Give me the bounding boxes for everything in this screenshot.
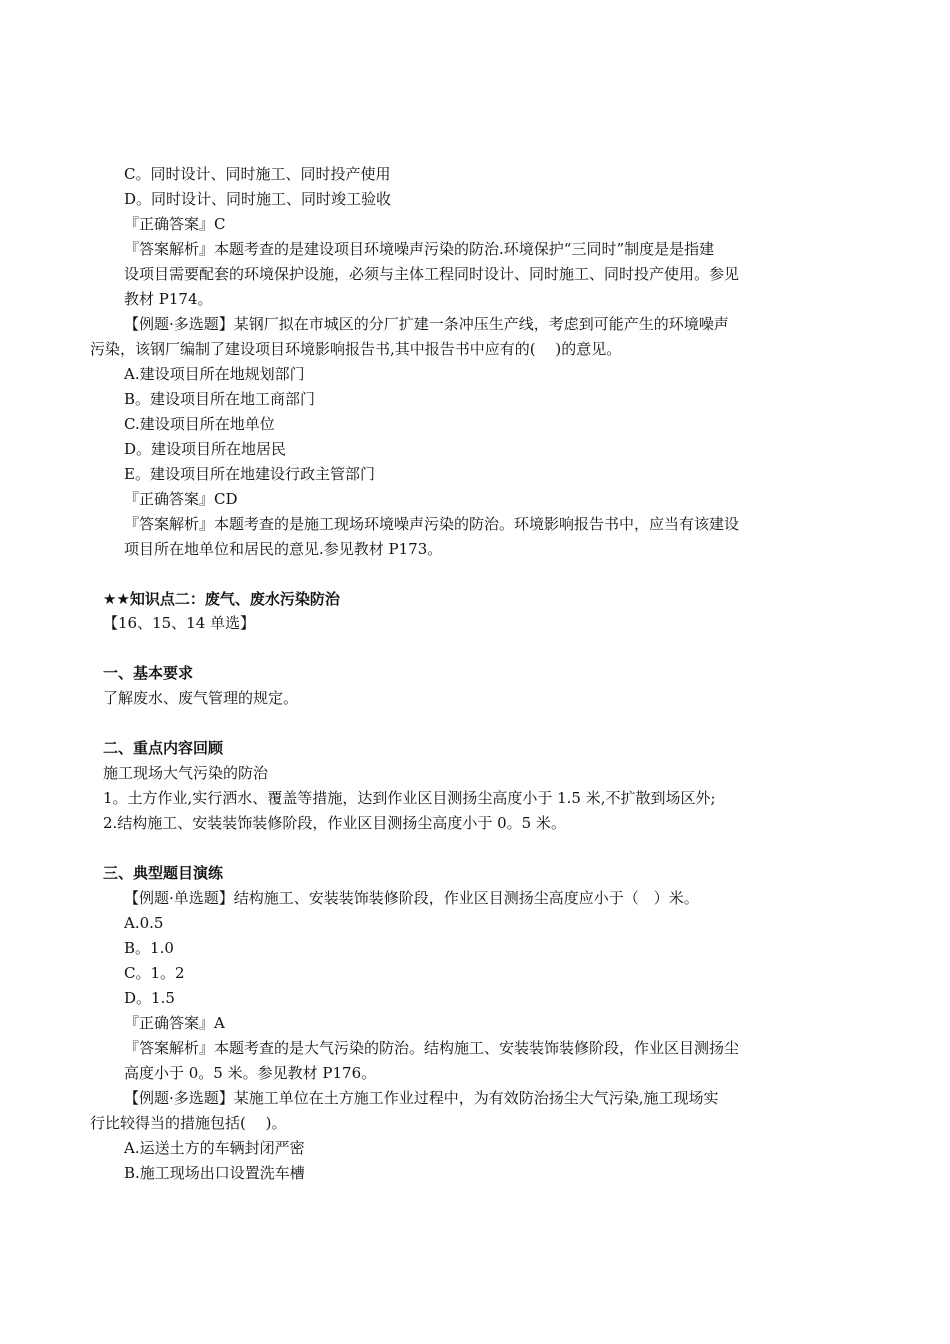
option-c: C。1。2 xyxy=(124,964,185,982)
option-b: B。建设项目所在地工商部门 xyxy=(124,390,316,408)
option-c: C。同时设计、同时施工、同时投产使用 xyxy=(124,165,391,183)
question-text: 【例题·单选题】结构施工、安装装饰装修阶段，作业区目测扬尘高度应小于（ ）米。 xyxy=(124,889,699,907)
correct-answer: 『正确答案』C xyxy=(124,215,226,233)
question-text: 污染，该钢厂编制了建设项目环境影响报告书,其中报告书中应有的( )的意见。 xyxy=(90,340,622,358)
question-text: 行比较得当的措施包括( )。 xyxy=(90,1114,287,1132)
answer-analysis-line: 教材 P174。 xyxy=(124,290,213,308)
section-text: 1。土方作业,实行洒水、覆盖等措施，达到作业区目测扬尘高度小于 1.5 米,不扩散到场区外; xyxy=(103,789,716,807)
option-d: D。1.5 xyxy=(124,989,175,1007)
correct-answer: 『正确答案』CD xyxy=(124,490,238,508)
option-a: A.运送土方的车辆封闭严密 xyxy=(124,1139,305,1157)
section-heading: 一、基本要求 xyxy=(103,664,194,682)
option-d: D。建设项目所在地居民 xyxy=(124,440,287,458)
section-text: 施工现场大气污染的防治 xyxy=(103,764,269,782)
question-text: 【例题·多选题】某钢厂拟在市城区的分厂扩建一条冲压生产线，考虑到可能产生的环境噪声 xyxy=(124,315,729,333)
answer-analysis-line: 『答案解析』本题考查的是施工现场环境噪声污染的防治。环境影响报告书中，应当有该建设 xyxy=(124,515,740,533)
answer-analysis-line: 项目所在地单位和居民的意见.参见教材 P173。 xyxy=(124,540,443,558)
question-text: 【例题·多选题】某施工单位在土方施工作业过程中，为有效防治扬尘大气污染,施工现场实 xyxy=(124,1089,719,1107)
option-a: A.0.5 xyxy=(124,914,164,932)
section-text: 了解废水、废气管理的规定。 xyxy=(103,689,299,707)
answer-analysis-line: 高度小于 0。5 米。参见教材 P176。 xyxy=(124,1064,377,1082)
option-b: B。1.0 xyxy=(124,939,174,957)
option-a: A.建设项目所在地规划部门 xyxy=(124,365,305,383)
answer-analysis-line: 『答案解析』本题考查的是大气污染的防治。结构施工、安装装饰装修阶段，作业区目测扬尘 xyxy=(124,1039,740,1057)
knowledge-point-title: ★★知识点二：废气、废水污染防治 xyxy=(103,590,340,608)
answer-analysis-line: 『答案解析』本题考查的是建设项目环境噪声污染的防治.环境保护“三同时”制度是是指建 xyxy=(124,240,715,258)
option-b: B.施工现场出口设置洗车槽 xyxy=(124,1164,305,1182)
option-d: D。同时设计、同时施工、同时竣工验收 xyxy=(124,190,392,208)
exam-years: 【16、15、14 单选】 xyxy=(103,614,256,632)
section-heading: 三、典型题目演练 xyxy=(103,864,224,882)
section-heading: 二、重点内容回顾 xyxy=(103,739,224,757)
option-c: C.建设项目所在地单位 xyxy=(124,415,275,433)
option-e: E。建设项目所在地建设行政主管部门 xyxy=(124,465,375,483)
correct-answer: 『正确答案』A xyxy=(124,1014,225,1032)
answer-analysis-line: 设项目需要配套的环境保护设施，必须与主体工程同时设计、同时施工、同时投产使用。参见 xyxy=(124,265,740,283)
section-text: 2.结构施工、安装装饰装修阶段，作业区目测扬尘高度小于 0。5 米。 xyxy=(103,814,566,832)
